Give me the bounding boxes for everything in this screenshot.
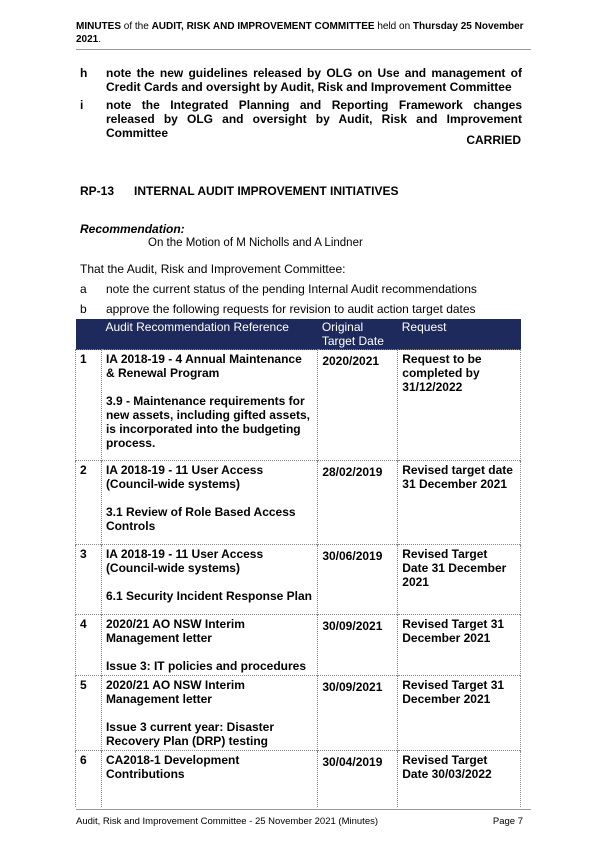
row-ref-title: 2020/21 AO NSW Interim Management letter — [105, 678, 245, 706]
table-row — [76, 751, 521, 807]
row-reference — [101, 545, 317, 615]
row-target-date — [318, 615, 398, 676]
header-of-the: of the — [121, 21, 152, 32]
row-date-value: 28/02/2019 — [322, 465, 383, 479]
resolution-letter: a — [80, 282, 87, 296]
row-ref-title: IA 2018-19 - 4 Annual Maintenance & Renewal Program — [105, 352, 302, 380]
header-date-2: 2021 — [76, 34, 99, 45]
col-header-target-date: Original Target Date — [318, 319, 398, 350]
resolution-text: approve the following requests for revision to audit action target dates — [106, 302, 476, 316]
row-request: Revised Target 31 December 2021 — [398, 615, 521, 676]
header-date-1: Thursday 25 November — [412, 21, 524, 32]
row-number: 1 — [76, 350, 102, 461]
row-date-value: 30/09/2021 — [322, 619, 383, 633]
page-header — [76, 20, 531, 46]
row-ref-title: 2020/21 AO NSW Interim Management letter — [105, 617, 245, 645]
resolution-text: note the current status of the pending Internal Audit recommendations — [106, 282, 477, 296]
row-number: 3 — [76, 545, 102, 615]
item-text: note the new guidelines released by OLG on Use and management of Credit Cards and oversight by Audit, Risk and Improvement Committee — [106, 66, 522, 94]
row-number: 2 — [76, 461, 102, 545]
row-reference — [101, 615, 317, 676]
col-header-num — [76, 319, 102, 350]
row-ref-detail: 6.1 Security Incident Response Plan — [105, 589, 313, 603]
row-reference — [101, 676, 317, 751]
footer-rule — [76, 809, 531, 810]
table-header-row — [76, 319, 521, 350]
row-ref-detail: Issue 3 current year: Disaster Recovery Plan (DRP) testing — [105, 720, 275, 748]
row-date-value: 30/04/2019 — [322, 755, 383, 769]
header-period: . — [98, 34, 102, 45]
section-title: INTERNAL AUDIT IMPROVEMENT INITIATIVES — [134, 184, 399, 198]
row-ref-detail: Issue 3: IT policies and procedures — [105, 659, 306, 673]
row-request: Revised target date 31 December 2021 — [398, 461, 521, 545]
row-target-date — [318, 751, 398, 807]
row-reference — [101, 751, 317, 807]
footer-text: Audit, Risk and Improvement Committee - 25 November 2021 (Minutes) — [76, 816, 379, 827]
item-h — [80, 66, 522, 96]
row-request: Revised Target Date 31 December 2021 — [398, 545, 521, 615]
row-ref-detail: 3.9 - Maintenance requirements for new assets, including gifted assets, is incorporated into the budgeting process. — [105, 394, 310, 450]
resolution-letter: b — [80, 302, 87, 316]
row-ref-title: IA 2018-19 - 11 User Access (Council-wide systems) — [105, 463, 264, 491]
row-ref-title: IA 2018-19 - 11 User Access (Council-wide systems) — [105, 547, 264, 575]
row-date-value: 30/09/2021 — [322, 680, 383, 694]
table-row — [76, 615, 521, 676]
row-request: Revised Target 31 December 2021 — [398, 676, 521, 751]
table-row — [76, 676, 521, 751]
row-target-date — [318, 676, 398, 751]
header-rule — [76, 49, 531, 50]
carried-label: CARRIED — [466, 133, 521, 147]
row-ref-title: CA2018-1 Development Contributions — [105, 753, 240, 781]
section-number: RP-13 — [80, 184, 115, 198]
table-row — [76, 350, 521, 461]
row-ref-detail: 3.1 Review of Role Based Access Controls — [105, 505, 296, 533]
row-date-value: 30/06/2019 — [322, 549, 383, 563]
row-reference — [101, 461, 317, 545]
col-header-reference: Audit Recommendation Reference — [101, 319, 317, 350]
header-committee: AUDIT, RISK AND IMPROVEMENT COMMITTEE — [151, 21, 375, 32]
row-reference — [101, 350, 317, 461]
item-text: note the Integrated Planning and Reporting Framework changes released by OLG and oversight by Audit, Risk and Improvement Committee — [106, 98, 522, 140]
row-number: 4 — [76, 615, 102, 676]
table-row — [76, 461, 521, 545]
col-header-request: Request — [398, 319, 521, 350]
motion-text: On the Motion of M Nicholls and A Lindner — [148, 237, 363, 249]
table-row — [76, 545, 521, 615]
item-letter: h — [80, 66, 88, 80]
row-number: 6 — [76, 751, 102, 807]
row-request: Request to be completed by 31/12/2022 — [398, 350, 521, 461]
header-minutes: MINUTES — [76, 21, 121, 32]
row-target-date — [318, 350, 398, 461]
row-target-date — [318, 461, 398, 545]
item-letter: i — [80, 98, 84, 112]
row-date-value: 2020/2021 — [322, 354, 380, 368]
section-heading — [80, 184, 399, 198]
row-request: Revised Target Date 30/03/2022 — [398, 751, 521, 807]
audit-actions-table — [75, 319, 521, 807]
row-number: 5 — [76, 676, 102, 751]
recommendation-label: Recommendation: — [80, 222, 185, 236]
page-number: Page 7 — [492, 816, 523, 827]
row-target-date — [318, 545, 398, 615]
header-held-on: held on — [374, 21, 413, 32]
that-text: That the Audit, Risk and Improvement Committee: — [80, 262, 346, 276]
